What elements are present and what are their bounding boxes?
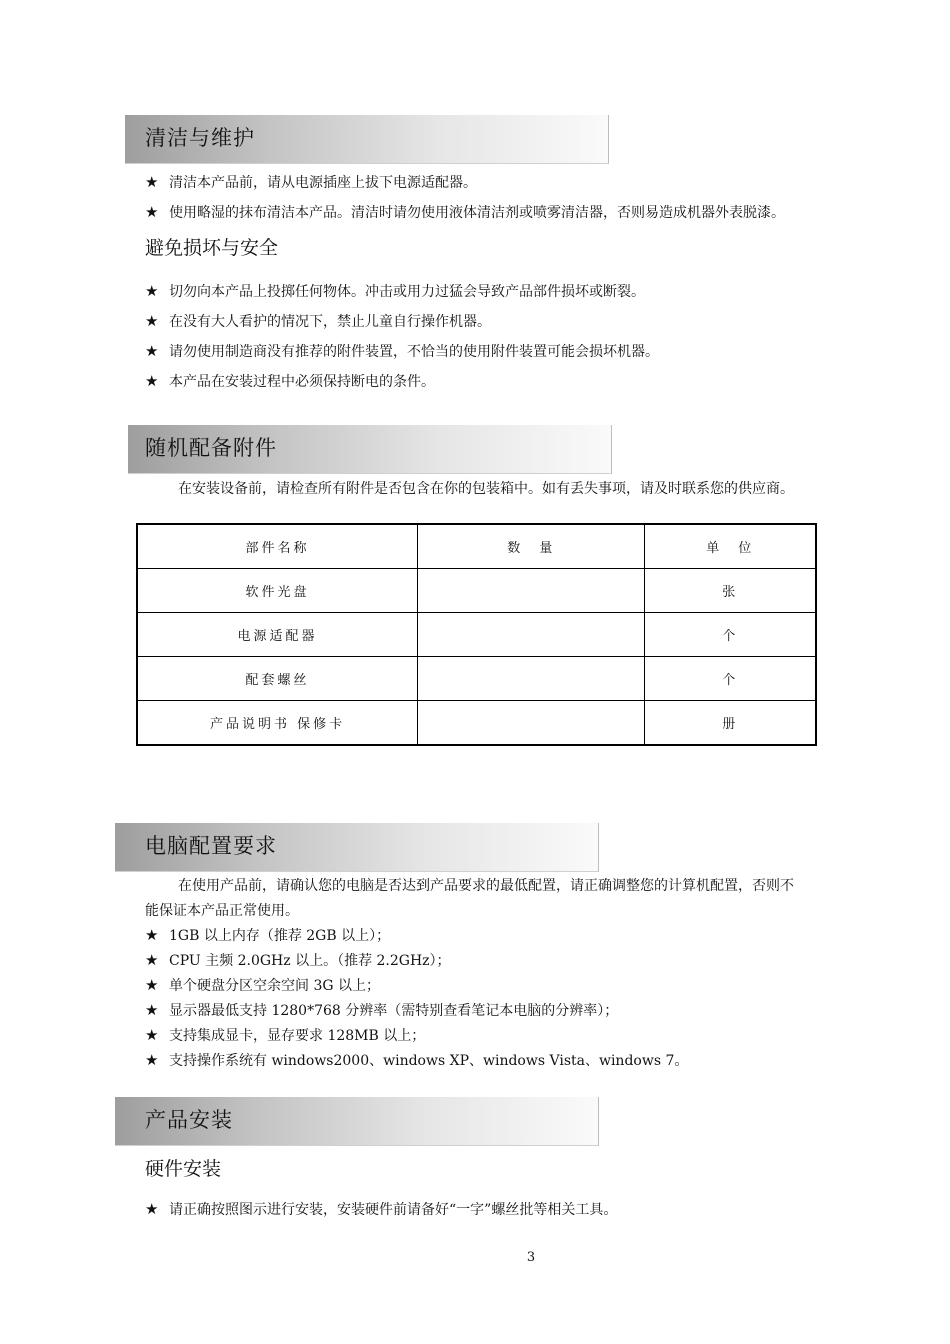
header-part-name: 部件名称 bbox=[137, 524, 418, 569]
star-icon: ★ bbox=[145, 1001, 159, 1019]
bullet-text: 使用略湿的抹布清洁本产品。清洁时请勿使用液体清洁剂或喷雾清洁器，否则易造成机器外表脱漆。 bbox=[169, 205, 785, 221]
star-icon: ★ bbox=[145, 203, 159, 221]
star-icon: ★ bbox=[145, 951, 159, 969]
section-banner-requirements bbox=[115, 823, 599, 872]
table-row bbox=[137, 701, 816, 746]
cell-quantity bbox=[418, 613, 645, 657]
cell-unit: 张 bbox=[645, 569, 816, 613]
star-icon: ★ bbox=[145, 312, 159, 330]
bullet-text: 1GB 以上内存（推荐 2GB 以上）； bbox=[169, 928, 391, 944]
bullet-text: 单个硬盘分区空余空间 3G 以上； bbox=[169, 978, 380, 994]
section-title-cleaning: 清洁与维护 bbox=[145, 126, 255, 150]
table-header-row bbox=[137, 524, 816, 569]
bullet-item bbox=[145, 1050, 688, 1070]
bullet-text: 在没有大人看护的情况下，禁止儿童自行操作机器。 bbox=[169, 314, 491, 330]
section-title-requirements: 电脑配置要求 bbox=[145, 834, 277, 858]
star-icon: ★ bbox=[145, 976, 159, 994]
bullet-text: 清洁本产品前，请从电源插座上拔下电源适配器。 bbox=[169, 175, 477, 191]
bullet-item bbox=[145, 1199, 617, 1219]
bullet-item bbox=[145, 371, 435, 391]
table-row bbox=[137, 657, 816, 701]
bullet-text: 显示器最低支持 1280*768 分辨率（需特别查看笔记本电脑的分辨率）； bbox=[169, 1003, 619, 1019]
cell-part-name: 软件光盘 bbox=[137, 569, 418, 613]
bullet-text: 请勿使用制造商没有推荐的附件装置，不恰当的使用附件装置可能会损坏机器。 bbox=[169, 344, 659, 360]
requirements-intro-line1: 在使用产品前，请确认您的电脑是否达到产品要求的最低配置，请正确调整您的计算机配置，否则不 bbox=[178, 878, 794, 894]
bullet-item bbox=[145, 202, 785, 222]
bullet-text: 支持集成显卡，显存要求 128MB 以上； bbox=[169, 1028, 426, 1044]
header-unit: 单 位 bbox=[645, 524, 816, 569]
bullet-item bbox=[145, 925, 390, 945]
bullet-item bbox=[145, 172, 477, 192]
cell-unit: 个 bbox=[645, 657, 816, 701]
bullet-item bbox=[145, 281, 645, 301]
section-title-accessories: 随机配备附件 bbox=[145, 436, 277, 460]
star-icon: ★ bbox=[145, 173, 159, 191]
bullet-item bbox=[145, 1000, 618, 1020]
star-icon: ★ bbox=[145, 1051, 159, 1069]
cell-quantity bbox=[418, 701, 645, 746]
table-row bbox=[137, 569, 816, 613]
bullet-text: 请正确按照图示进行安装，安装硬件前请备好“一字”螺丝批等相关工具。 bbox=[169, 1202, 618, 1218]
star-icon: ★ bbox=[145, 372, 159, 390]
bullet-item bbox=[145, 311, 491, 331]
section-title-install: 产品安装 bbox=[145, 1108, 233, 1132]
bullet-item bbox=[145, 950, 451, 970]
bullet-text: 本产品在安装过程中必须保持断电的条件。 bbox=[169, 374, 435, 390]
bullet-item bbox=[145, 341, 659, 361]
star-icon: ★ bbox=[145, 926, 159, 944]
bullet-text: 支持操作系统有 windows2000、windows XP、windows Vista、windows 7。 bbox=[169, 1053, 689, 1069]
bullet-item bbox=[145, 975, 380, 995]
cell-unit: 册 bbox=[645, 701, 816, 746]
header-quantity: 数 量 bbox=[418, 524, 645, 569]
star-icon: ★ bbox=[145, 1200, 159, 1218]
page-number: 3 bbox=[526, 1250, 536, 1265]
table-row bbox=[137, 613, 816, 657]
section-title-damage: 避免损坏与安全 bbox=[145, 237, 279, 259]
bullet-text: 切勿向本产品上投掷任何物体。冲击或用力过猛会导致产品部件损坏或断裂。 bbox=[169, 284, 645, 300]
section-banner-accessories bbox=[128, 425, 612, 474]
accessories-intro: 在安装设备前，请检查所有附件是否包含在你的包装箱中。如有丢失事项，请及时联系您的供应商。 bbox=[178, 481, 794, 497]
section-banner-install bbox=[115, 1097, 599, 1146]
cell-quantity bbox=[418, 657, 645, 701]
cell-part-name: 电源适配器 bbox=[137, 613, 418, 657]
requirements-intro-line2: 能保证本产品正常使用。 bbox=[145, 903, 299, 919]
bullet-item bbox=[145, 1025, 425, 1045]
star-icon: ★ bbox=[145, 342, 159, 360]
cell-quantity bbox=[418, 569, 645, 613]
cell-unit: 个 bbox=[645, 613, 816, 657]
section-banner-cleaning bbox=[125, 115, 609, 164]
star-icon: ★ bbox=[145, 1026, 159, 1044]
subsection-title-hardware: 硬件安装 bbox=[145, 1158, 222, 1180]
bullet-text: CPU 主频 2.0GHz 以上。（推荐 2.2GHz）； bbox=[169, 953, 451, 969]
cell-part-name: 配套螺丝 bbox=[137, 657, 418, 701]
star-icon: ★ bbox=[145, 282, 159, 300]
cell-part-name: 产品说明书 保修卡 bbox=[137, 701, 418, 746]
accessories-table bbox=[136, 523, 817, 746]
